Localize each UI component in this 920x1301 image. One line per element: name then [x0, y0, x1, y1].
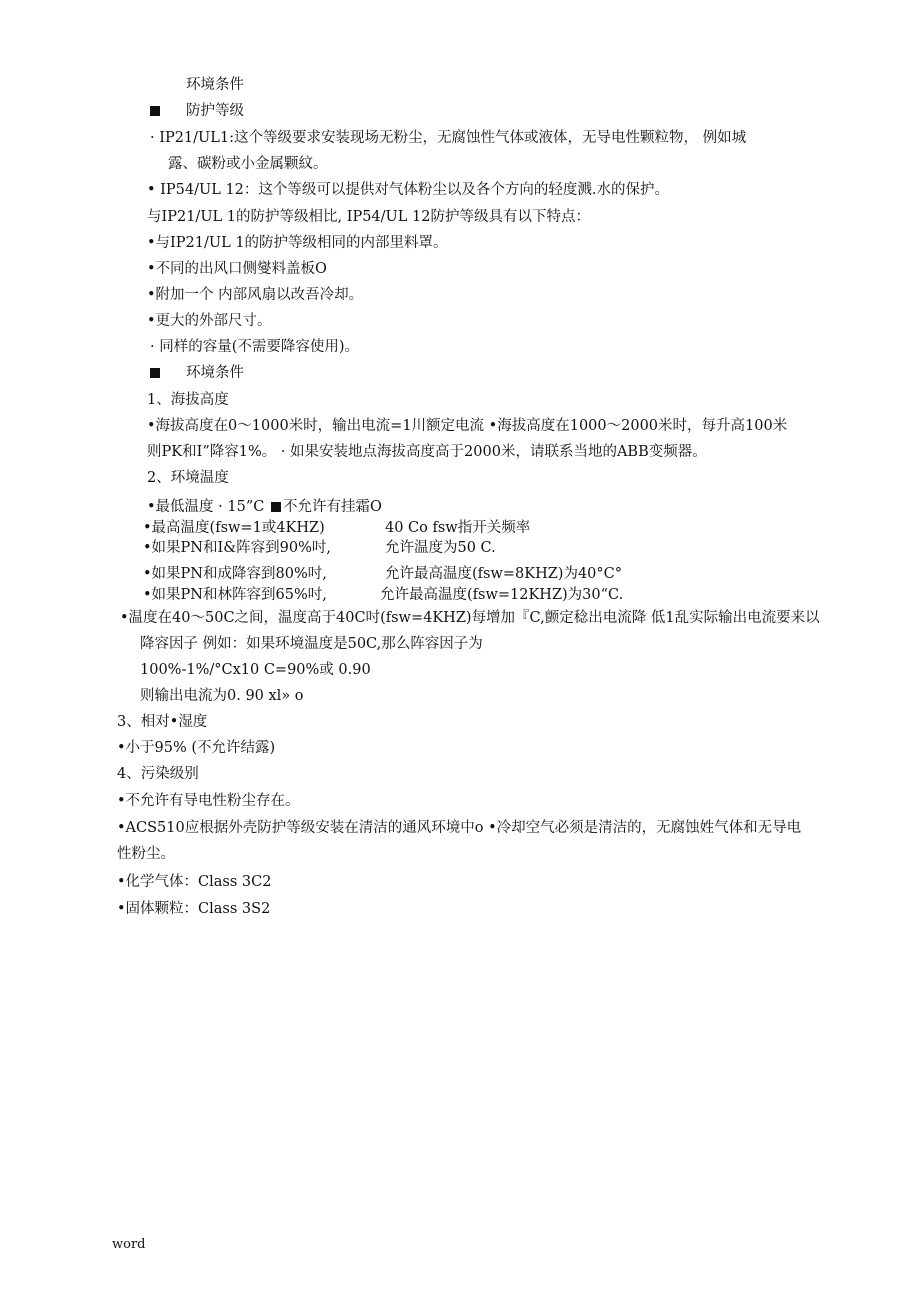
footer-label: word: [112, 1237, 146, 1252]
humidity-heading: 3、相对•湿度: [117, 714, 208, 730]
ip21-line-1: · IP21/UL1:这个等级要求安装现场无粉尘，无腐蚀性气体或液体，无导电性颗粒物， 例如城: [150, 130, 747, 146]
derate80-right: 允许最高温度(fsw=8KHZ)为40°C°: [385, 566, 623, 582]
altitude-line-1: •海拔高度在0～1000米时，输出电流=1川额定电流 •海拔高度在1000～2000米时，每升高100米: [147, 418, 788, 434]
section-protection-heading: [150, 101, 244, 121]
range-line-4: 则输出电流为0. 90 xl» o: [140, 688, 304, 704]
derate65-left: •如果PN和林阵容到65%吋,: [143, 587, 327, 603]
temp-max-right: 40 Co fsw指开关频率: [385, 520, 531, 536]
range-line-1: •温度在40～50C之间，温度高于40C吋(fsw=4KHZ)每增加『C,颤定稔出电流降 低1乱实际输出电流要来以: [120, 610, 820, 626]
feature-4: •更大的外部尺寸。: [147, 313, 272, 329]
derate65-right: 允许最高温度(fsw=12KHZ)为30“C.: [380, 587, 624, 603]
feature-2: •不同的出风口侧燮料盖板O: [147, 261, 327, 277]
temp-min-b: 不允许有挂霜O: [282, 499, 382, 515]
ip21-line-2: 露、碳粉或小金属颗紋。: [168, 156, 328, 172]
section-protection-label: 防护等级: [186, 103, 244, 119]
humidity-line: •小于95% (不允许结露): [117, 740, 276, 756]
feature-3: •附加一个 内部风扇以改吾冷却。: [147, 287, 364, 303]
derate80-left: •如果PN和成降容到80%吋,: [143, 566, 327, 582]
section-env-label: 环境条件: [186, 365, 244, 381]
pollution-heading: 4、污染级别: [117, 766, 199, 782]
doc-title: 环境条件: [186, 77, 244, 93]
chemical-gas-line: •化学气体：Class 3C2: [117, 874, 272, 890]
temp-min-a: •最低温度 · 15”C: [147, 499, 265, 515]
square-bullet-icon: [271, 502, 281, 512]
altitude-heading: 1、海拔高度: [147, 392, 229, 408]
range-line-2: 降容因子 例如：如果环境温度是50C,那么阵容因子为: [140, 636, 483, 652]
square-bullet-icon: [150, 368, 160, 378]
derate90-right: 允许温度为50 C.: [385, 540, 496, 556]
pollution-line-2b: 性粉尘。: [117, 846, 175, 862]
square-bullet-icon: [150, 106, 160, 116]
altitude-line-2: 则PK和I”降容1%。 · 如果安装地点海拔高度高于2000米，请联系当地的ABB变频器。: [147, 444, 707, 460]
temp-heading: 2、环境温度: [147, 470, 229, 486]
solid-particles-line: •固体颗粒：Class 3S2: [117, 901, 271, 917]
temp-max-left: •最高温度(fsw=1或4KHZ): [143, 520, 325, 536]
feature-1: •与IP21/UL 1的防护等级相同的内部里料罩。: [147, 235, 448, 251]
section-env-heading: [150, 363, 244, 383]
pollution-line-2a: •ACS510应根据外壳防护等级安装在清洁的通风环境中o •冷却空气必须是清洁的，无腐蚀姓气体和无导电: [117, 820, 802, 836]
derate90-left: •如果PN和I&阵容到90%吋,: [143, 540, 331, 556]
range-line-3: 100%-1%/°Cx10 C=90%或 0.90: [140, 662, 371, 678]
pollution-line-1: •不允许有导电性粉尘存在。: [117, 793, 300, 809]
ip54-line: • IP54/UL 12：这个等级可以提供对气体粉尘以及各个方向的轻度溅.水的保护。: [147, 182, 669, 198]
temp-min-line: [147, 497, 382, 517]
feature-5: · 同样的容量(不需要降容使用)。: [150, 339, 360, 355]
compare-line: 与IP21/UL 1的防护等级相比, IP54/UL 12防护等级具有以下特点：: [147, 209, 590, 225]
